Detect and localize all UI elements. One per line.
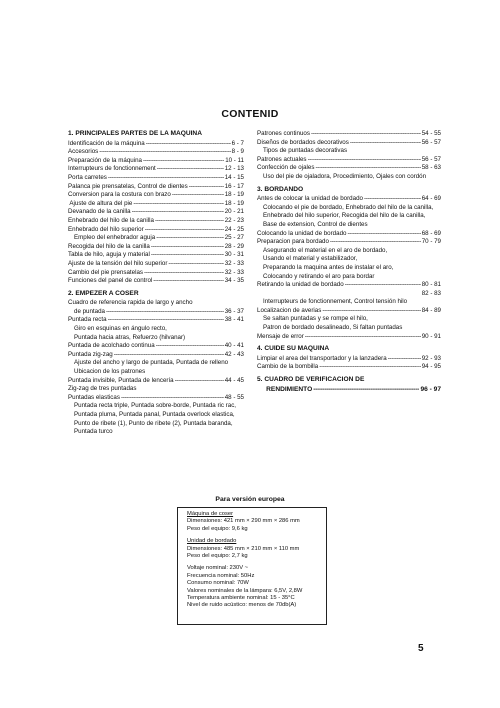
dot-leader bbox=[132, 208, 224, 217]
toc-entry-pages: 94 - 95 bbox=[421, 363, 441, 371]
toc-subtopic: Interrupteurs de fonctionnement, Control tensión hilo bbox=[263, 298, 408, 306]
toc-section-heading: 1. PRINCIPALES PARTES DE LA MAQUINA bbox=[68, 130, 202, 137]
toc-entry-pages: 8 - 9 bbox=[231, 148, 244, 156]
toc-subtopic: Ajuste del ancho y largo de puntada, Puntada de relleno bbox=[74, 359, 229, 367]
toc-entry-text: Porta carretes bbox=[68, 173, 107, 181]
toc-section-heading: 3. BORDANDO bbox=[257, 185, 304, 193]
toc-entry-pages: 64 - 69 bbox=[421, 195, 441, 203]
dot-leader bbox=[151, 251, 224, 260]
toc-left-column bbox=[68, 130, 244, 437]
toc-entry-pages: 56 - 57 bbox=[421, 155, 441, 163]
toc-entry-text: Accesorios bbox=[68, 148, 99, 156]
toc-entry bbox=[68, 200, 244, 209]
dot-leader bbox=[388, 355, 421, 364]
toc-entry bbox=[68, 251, 244, 260]
toc-entry-text: Identificación de la máquina bbox=[68, 139, 145, 147]
toc-entry-text: de puntada bbox=[74, 307, 105, 315]
toc-entry bbox=[68, 308, 244, 317]
toc-entry-text: Patrones continuos bbox=[257, 130, 310, 137]
toc-entry-pages: 14 - 15 bbox=[224, 173, 244, 181]
dot-leader bbox=[189, 183, 224, 192]
toc-entry bbox=[257, 281, 441, 290]
toc-entry bbox=[68, 234, 244, 243]
dot-leader bbox=[99, 148, 230, 157]
toc-entry-pages: 92 - 93 bbox=[421, 354, 441, 362]
spec-line: Consumo nominal: 70W bbox=[187, 580, 249, 587]
toc-subtopic: Puntada hacia atras, Refuerzo (hilvanar) bbox=[74, 333, 186, 341]
toc-entry bbox=[68, 260, 244, 269]
spec-line: Temperatura ambiente nominal: 15 - 35°C bbox=[187, 595, 295, 602]
toc-entry-text: Mensaje de error bbox=[257, 332, 304, 340]
toc-subtopic: Punto de ribete (1), Punto de ribete (2), Puntada baranda, bbox=[74, 419, 233, 427]
dot-leader bbox=[108, 174, 224, 183]
toc-entry-text: Interrupteurs de fonctionnement bbox=[68, 165, 156, 173]
toc-entry-pages: 96 - 97 bbox=[420, 385, 441, 393]
embroidery-unit-weight: Peso del equipo: 2,7 kg bbox=[187, 553, 248, 560]
toc-entry-text: Conversion para la costura con brazo bbox=[68, 191, 171, 199]
toc-entry-pages: 30 - 31 bbox=[224, 251, 244, 259]
toc-entry bbox=[257, 195, 441, 204]
toc-entry-pages: 34 - 35 bbox=[224, 277, 244, 285]
toc-entry bbox=[257, 130, 441, 139]
toc-entry bbox=[68, 217, 244, 226]
toc-subtopic: Puntada recta triple, Puntada sobre-borde, Puntada ric rac, bbox=[74, 402, 237, 410]
toc-subtopic: Se saltan puntadas y se rompe el hilo, bbox=[263, 315, 368, 323]
toc-entry-text: Ajuste de altura del pie bbox=[68, 199, 133, 207]
toc-entry-text: Preparacion para bordado bbox=[257, 238, 329, 246]
dot-leader bbox=[155, 217, 224, 226]
dot-leader bbox=[157, 165, 224, 174]
toc-entry bbox=[68, 351, 244, 360]
toc-entry bbox=[257, 238, 441, 247]
toc-entry bbox=[68, 277, 244, 286]
toc-entry-pages: 6 - 7 bbox=[231, 139, 244, 147]
toc-entry-text: Recogida del hilo de la canilla bbox=[68, 242, 150, 250]
toc-entry bbox=[68, 377, 244, 386]
toc-subtopic: Puntada turco bbox=[74, 428, 113, 436]
toc-entry-pages: 32 - 33 bbox=[224, 259, 244, 267]
dot-leader bbox=[322, 307, 420, 316]
toc-entry-pages: 18 - 19 bbox=[224, 199, 244, 207]
toc-subtopic: Giro en esquinas en ángulo recto, bbox=[74, 325, 167, 333]
toc-entry-text: Retirando la unidad de bordado bbox=[257, 281, 344, 289]
toc-entry-pages: 38 - 41 bbox=[224, 316, 244, 324]
spec-line: Valores nominales de la lámpara: 6,5V, 2,8W bbox=[187, 587, 303, 594]
toc-entry-text: Diseños de bordados decorativos bbox=[257, 138, 349, 146]
toc-entry bbox=[68, 157, 244, 166]
toc-entry-text: Ajuste de la tensión del hilo superior bbox=[68, 259, 168, 267]
toc-entry-pages: 32 - 33 bbox=[224, 268, 244, 276]
toc-entry-pages: 36 - 37 bbox=[224, 307, 244, 315]
toc-entry bbox=[68, 243, 244, 252]
toc-subtopic: Puntada pluma, Puntada panal, Puntada overlock elastica, bbox=[74, 411, 235, 418]
toc-subtopic: Ubicacion de los patrones bbox=[74, 368, 146, 376]
toc-entry bbox=[257, 139, 441, 148]
toc-entry-text: Puntada zig-zag bbox=[68, 350, 113, 358]
toc-entry-text: RENDIMIENTO bbox=[257, 385, 313, 393]
toc-subtopic: Colocando y retirando el aro para bordar bbox=[263, 272, 375, 280]
toc-entry-pages: 44 - 45 bbox=[224, 376, 244, 384]
embroidery-unit-dimensions: Dimensiones: 485 mm × 210 mm × 110 mm bbox=[187, 545, 300, 552]
dot-leader bbox=[345, 281, 421, 290]
toc-entry-pages: 42 - 43 bbox=[224, 350, 244, 358]
toc-entry-pages: 25 - 27 bbox=[224, 234, 244, 242]
toc-entry-pages: 48 - 55 bbox=[224, 393, 244, 401]
dot-leader bbox=[133, 200, 223, 209]
toc-entry bbox=[68, 148, 244, 157]
dot-leader bbox=[175, 377, 224, 386]
page-number: 5 bbox=[418, 643, 424, 654]
toc-entry bbox=[68, 269, 244, 278]
toc-subtopic: Base de extension, Control de dientes bbox=[263, 220, 368, 228]
dot-leader bbox=[172, 191, 224, 200]
toc-entry-text: Palanca pie prensatelas, Control de dientes bbox=[68, 182, 188, 190]
toc-entry bbox=[257, 355, 441, 364]
dot-leader bbox=[153, 277, 223, 286]
toc-entry-pages: 28 - 29 bbox=[224, 242, 244, 250]
toc-subtopic: Colocando el pie de bordado, Enhebrado del hilo de la canilla, bbox=[263, 203, 434, 211]
toc-text-line: Cuadro de referencia rapida de largo y ancho bbox=[68, 299, 193, 307]
toc-entry-text: Cambio del pie prensatelas bbox=[68, 268, 143, 276]
toc-entry-text: Enhebrado del hilo de la canilla bbox=[68, 216, 154, 224]
dot-leader bbox=[156, 342, 224, 351]
spec-line: Frecuencia nominal: 50Hz bbox=[187, 572, 255, 579]
toc-entry bbox=[257, 290, 441, 299]
toc-entry-pages: 16 - 17 bbox=[224, 182, 244, 190]
dot-leader bbox=[151, 243, 224, 252]
embroidery-unit-title: Unidad de bordado bbox=[187, 538, 237, 545]
toc-entry-text: Antes de colocar la unidad de bordado bbox=[257, 195, 363, 203]
toc-entry bbox=[257, 307, 441, 316]
toc-entry-text: Enhebrado del hilo superior bbox=[68, 225, 144, 233]
machine-title: Máquina de coser bbox=[187, 511, 234, 517]
toc-section-heading: 2. EMPEZER A COSER bbox=[68, 289, 139, 297]
dot-leader bbox=[308, 156, 421, 165]
toc-entry-pages: 70 - 79 bbox=[421, 238, 441, 246]
toc-subtopic: Enhebrado del hilo superior, Recogida del hilo de la canilla, bbox=[263, 212, 426, 220]
toc-entry-pages: 68 - 69 bbox=[421, 229, 441, 237]
dot-leader bbox=[114, 351, 224, 360]
spec-line: Nivel de ruido acústico: menos de 70db(A) bbox=[187, 602, 297, 609]
toc-entry bbox=[257, 156, 441, 165]
toc-entry-text: Devanado de la canilla bbox=[68, 208, 131, 216]
toc-entry-text: Empleo del enhebrador aguja bbox=[74, 234, 156, 242]
toc-entry bbox=[68, 174, 244, 183]
toc-subtopic: Usando el material y estabilizador, bbox=[263, 255, 358, 263]
toc-entry-pages: 20 - 21 bbox=[224, 208, 244, 216]
toc-subtopic: Patron de bordado desalineado, Si faltan puntadas bbox=[263, 324, 403, 332]
toc-entry-pages: 22 - 23 bbox=[224, 216, 244, 224]
toc-entry bbox=[68, 342, 244, 351]
dot-leader bbox=[156, 234, 224, 243]
dot-leader bbox=[347, 230, 420, 239]
toc-entry bbox=[257, 363, 441, 372]
toc-entry bbox=[68, 316, 244, 325]
toc-entry-text: Puntadas elasticas bbox=[68, 393, 120, 401]
toc-entry-pages: 10 - 11 bbox=[225, 156, 244, 164]
toc-section-heading: 5. CUADRO DE VERIFICACION DE bbox=[257, 376, 365, 384]
machine-weight: Peso del equipo: 9,6 kg bbox=[187, 525, 248, 532]
toc-entry-pages: 54 - 55 bbox=[421, 130, 441, 137]
toc-entry-pages: 24 - 25 bbox=[224, 225, 244, 233]
toc-entry-text: Confección de ojales bbox=[257, 164, 315, 172]
toc-entry-text: Tabla de hilo, aguja y material bbox=[68, 251, 150, 259]
toc-entry-pages: 90 - 91 bbox=[421, 332, 441, 340]
toc-text-line: Zig-zag de tres puntadas bbox=[68, 385, 137, 393]
dot-leader bbox=[305, 333, 421, 342]
toc-entry bbox=[68, 140, 244, 149]
toc-subtopic: Uso del pie de ojaladora, Procedimiento, Ojales con cordón bbox=[263, 172, 427, 180]
dot-leader bbox=[168, 260, 223, 269]
toc-section-heading: 4. CUIDE SU MAQUINA bbox=[257, 345, 330, 353]
dot-leader bbox=[146, 140, 231, 149]
toc-right-column bbox=[257, 130, 441, 395]
european-specs-box bbox=[177, 507, 327, 625]
dot-leader bbox=[121, 394, 224, 403]
dot-leader bbox=[144, 269, 224, 278]
european-version-heading: Para versión europea bbox=[215, 496, 285, 503]
toc-entry-pages: 82 - 83 bbox=[421, 289, 441, 297]
toc-entry bbox=[68, 191, 244, 200]
dot-leader bbox=[313, 386, 419, 395]
toc-entry-pages: 56 - 57 bbox=[421, 138, 441, 146]
toc-entry-text: Localizacion de averias bbox=[257, 306, 322, 314]
dot-leader bbox=[108, 316, 224, 325]
toc-entry bbox=[257, 164, 441, 173]
toc-subtopic: Asegurando el material en el aro de bordado, bbox=[263, 246, 388, 254]
toc-entry-pages: 84 - 89 bbox=[421, 306, 441, 314]
machine-dimensions: Dimensiones: 421 mm × 290 mm × 286 mm bbox=[187, 518, 300, 525]
toc-entry-text: Limpiar el area del transportador y la lanzadera bbox=[257, 354, 387, 362]
dot-leader bbox=[143, 157, 224, 166]
toc-entry bbox=[68, 226, 244, 235]
toc-entry-pages: 40 - 41 bbox=[224, 342, 244, 350]
dot-leader bbox=[330, 238, 421, 247]
dot-leader bbox=[315, 164, 420, 173]
toc-entry bbox=[257, 333, 441, 342]
toc-entry-text: Funciones del panel de control bbox=[68, 277, 153, 285]
toc-entry bbox=[68, 165, 244, 174]
toc-entry-text: Puntada invisible, Puntada de lencería bbox=[68, 376, 174, 384]
toc-entry bbox=[68, 394, 244, 403]
toc-entry bbox=[68, 183, 244, 192]
toc-entry-pages: 12 - 13 bbox=[224, 165, 244, 173]
toc-entry-text: Colocando la unidad de bordado bbox=[257, 229, 347, 237]
toc-entry bbox=[68, 208, 244, 217]
dot-leader bbox=[319, 363, 421, 372]
dot-leader bbox=[106, 308, 224, 317]
toc-entry-pages: 18 - 19 bbox=[224, 191, 244, 199]
dot-leader bbox=[145, 226, 224, 235]
page-title: CONTENID bbox=[221, 108, 279, 120]
toc-entry-pages: 80 - 81 bbox=[421, 281, 441, 289]
toc-entry-text: Preparación de la máquina bbox=[68, 156, 142, 164]
toc-entry bbox=[257, 230, 441, 239]
toc-entry-pages: 58 - 63 bbox=[421, 164, 441, 172]
dot-leader bbox=[311, 130, 421, 139]
dot-leader bbox=[364, 195, 421, 204]
toc-subtopic: Tipos de puntadas decorativas bbox=[263, 147, 348, 155]
toc-entry-text: Cambio de la bombilla bbox=[257, 363, 319, 371]
toc-entry-text: Patrones actuales bbox=[257, 155, 307, 163]
toc-entry bbox=[257, 386, 441, 395]
dot-leader bbox=[350, 139, 421, 148]
toc-subtopic: Preparando la maquina antes de instalar el aro, bbox=[263, 263, 394, 271]
toc-entry-text: Puntada recta bbox=[68, 316, 107, 324]
spec-line: Voltaje nominal: 230V ~ bbox=[187, 565, 249, 572]
toc-entry-text: Puntada de acolchado continua bbox=[68, 342, 155, 350]
